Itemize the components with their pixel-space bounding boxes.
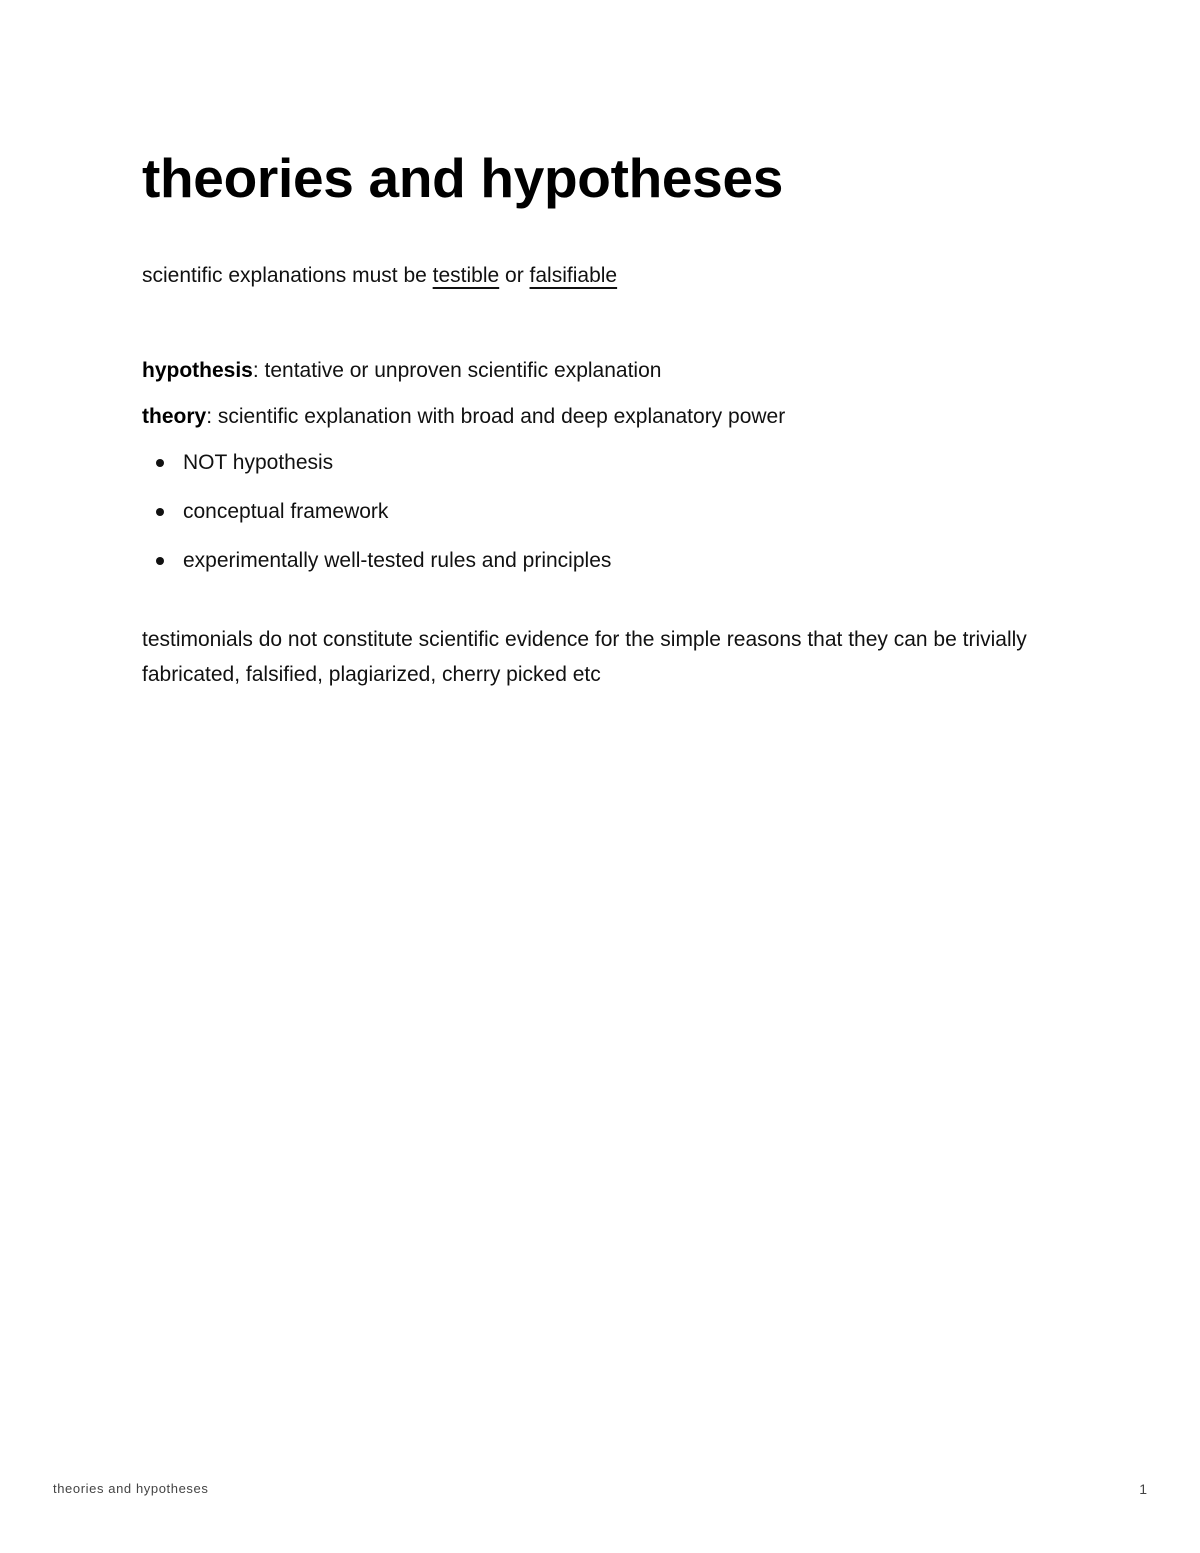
page-title: theories and hypotheses <box>142 147 784 209</box>
list-item-text: NOT hypothesis <box>183 451 334 474</box>
definition-term: theory <box>142 405 207 428</box>
definition-theory <box>142 399 1072 434</box>
definition-term: hypothesis <box>142 359 253 382</box>
list-item <box>142 543 1072 578</box>
definition-hypothesis <box>142 353 1072 388</box>
intro-paragraph <box>142 258 1072 293</box>
list-item-text: experimentally well-tested rules and principles <box>183 549 612 572</box>
footer-page-number: 1 <box>1139 1481 1147 1497</box>
definitions-section <box>142 353 1072 578</box>
definition-text: : tentative or unproven scientific explanation <box>252 359 662 382</box>
underlined-term-falsifiable: falsifiable <box>529 264 618 287</box>
theory-bullet-list <box>142 445 1072 578</box>
list-item <box>142 445 1072 480</box>
bullet-icon <box>156 459 164 467</box>
list-item-text: conceptual framework <box>183 500 389 523</box>
closing-paragraph: testimonials do not constitute scientific evidence for the simple reasons that they can be trivially fabricated, falsified, plagiarized, cherry picked etc <box>142 628 1027 686</box>
footer-doc-name: theories and hypotheses <box>53 1481 209 1496</box>
page-content <box>142 140 1072 692</box>
bullet-icon <box>156 508 164 516</box>
bullet-icon <box>156 557 164 565</box>
list-item <box>142 494 1072 529</box>
definition-text: : scientific explanation with broad and deep explanatory power <box>206 405 786 428</box>
intro-middle: or <box>499 264 530 287</box>
intro-prefix: scientific explanations must be <box>142 264 433 287</box>
underlined-term-testible: testible <box>432 264 500 287</box>
